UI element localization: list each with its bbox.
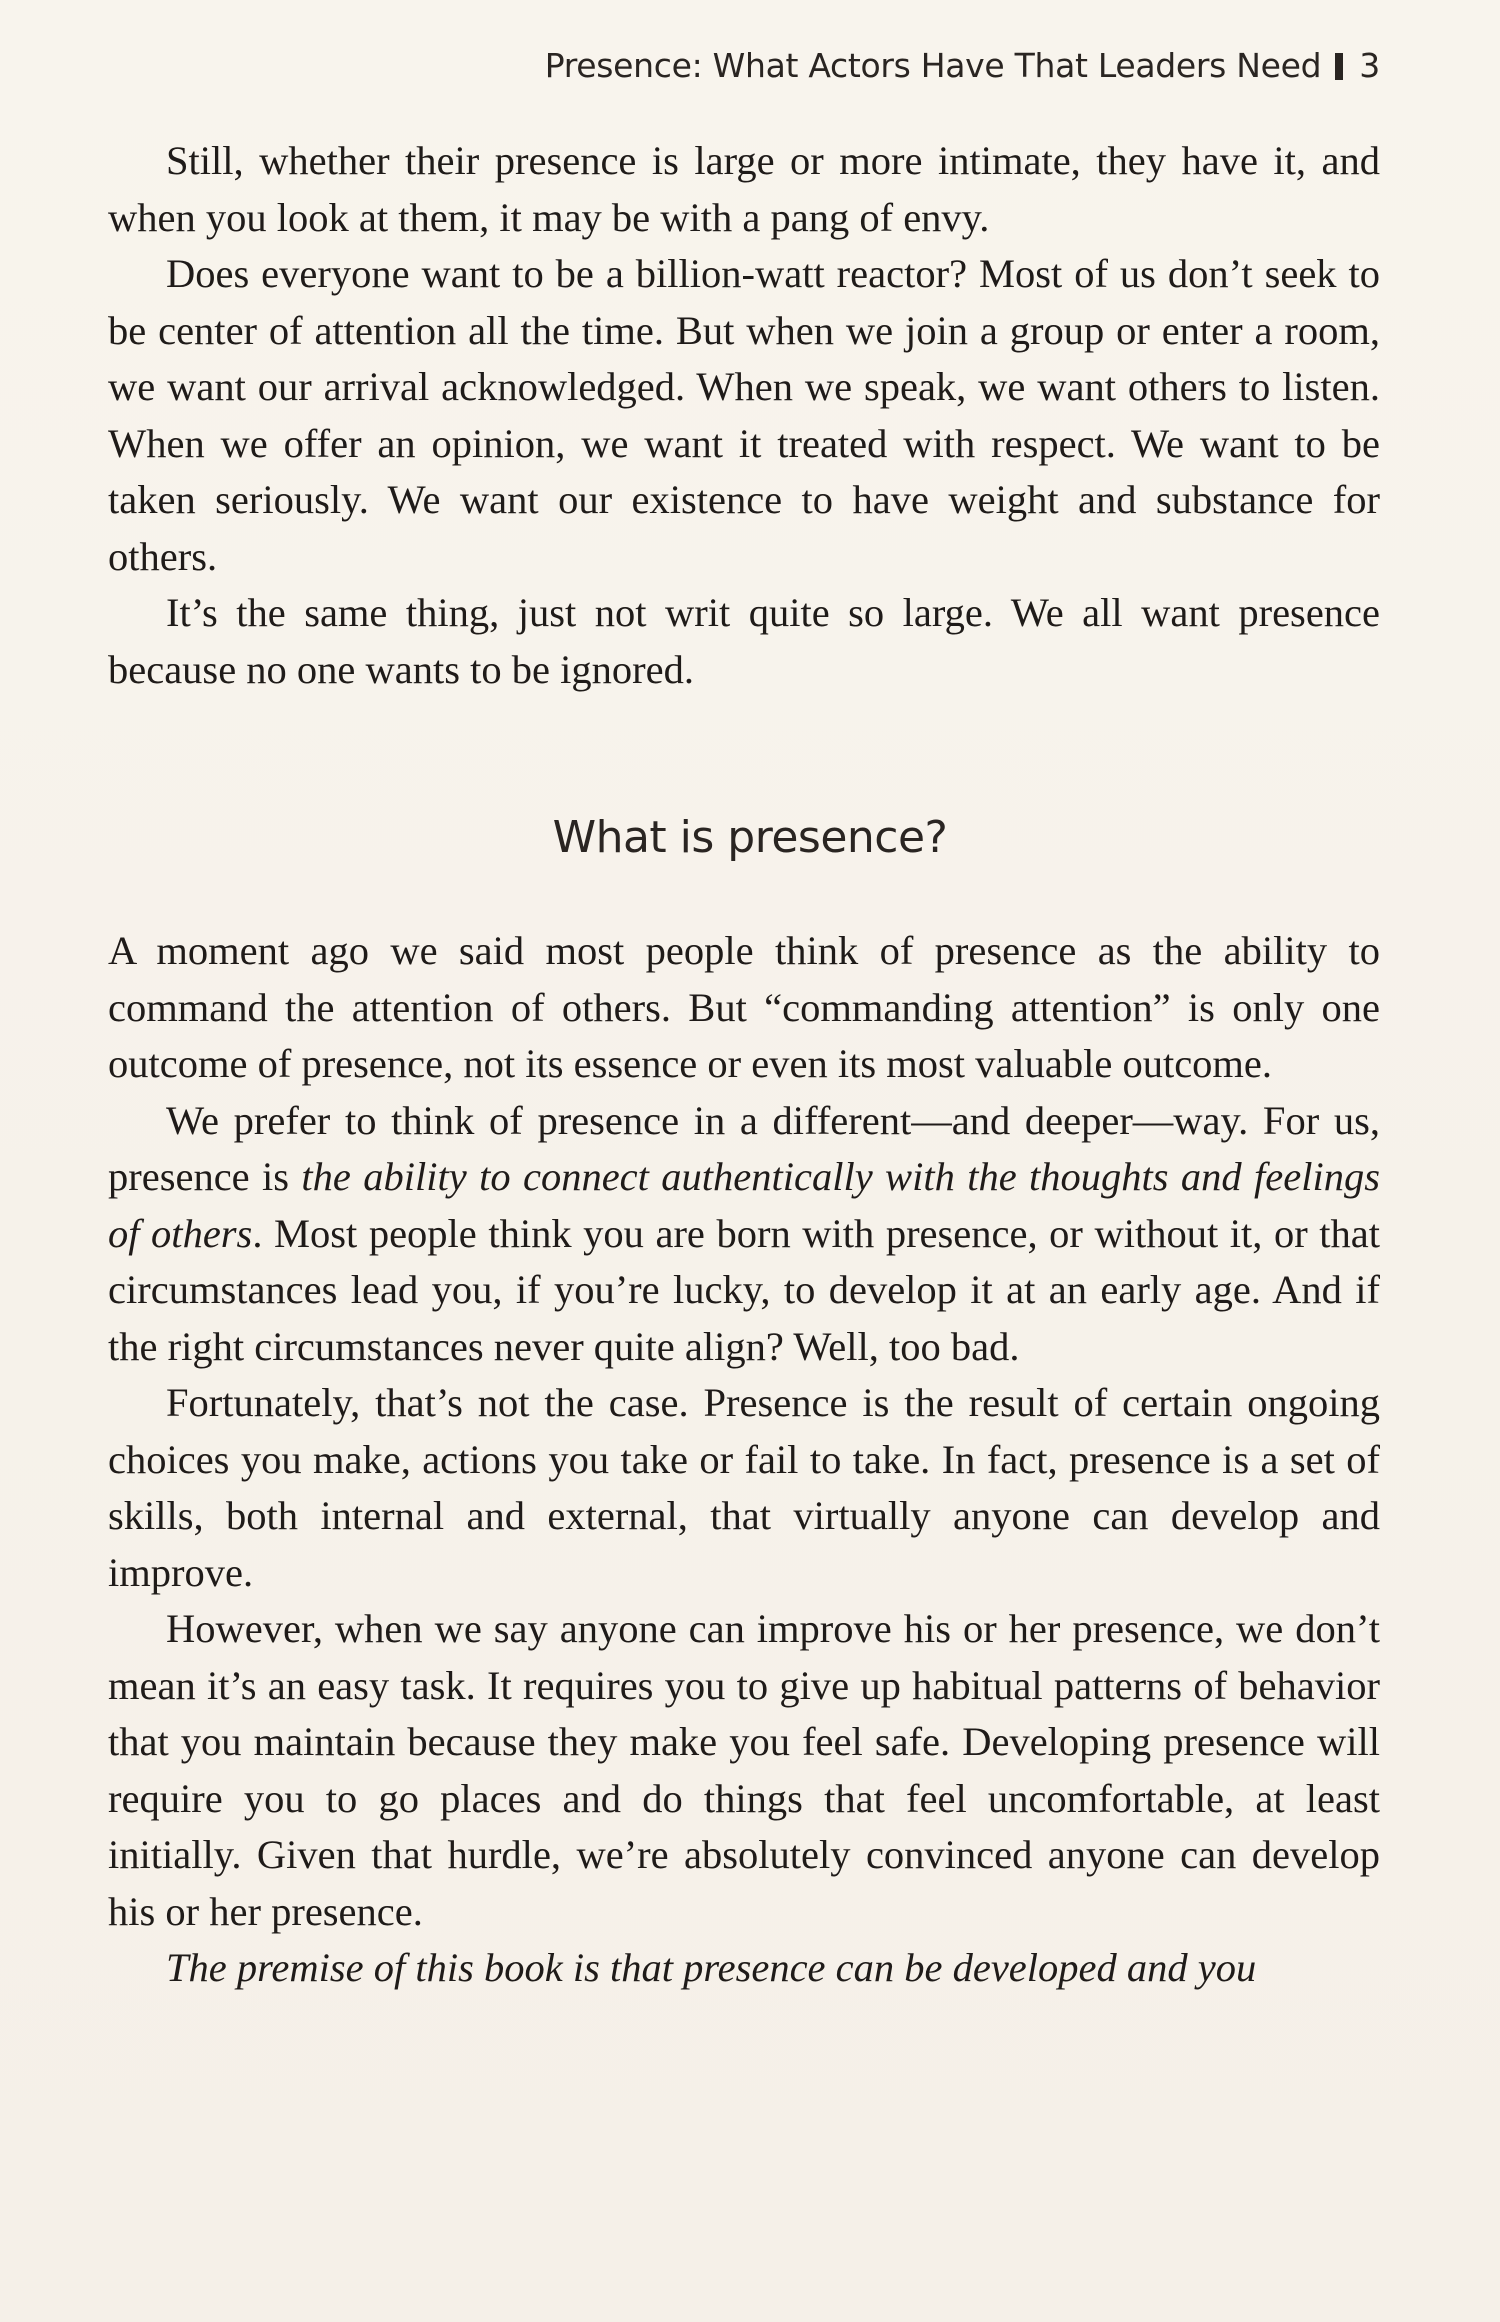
paragraph: A moment ago we said most people think of presence as the ability to command the attention of others. But “commanding attention” is only one outcome of presence, not its essence or even its most valuable outcome.	[108, 928, 1380, 1086]
paragraph-text: We prefer to think of presence in a different—and deeper—way. For us, presence is	[108, 1097, 1380, 1199]
emphasis-definition: the ability to connect authentically with the thoughts and feelings of others	[108, 1154, 1380, 1256]
paragraph: Still, whether their presence is large or more intimate, they have it, and when you look at them, it may be with a pang of envy.	[108, 138, 1380, 240]
emphasis-premise: The premise of this book is that presence can be developed and you	[166, 1945, 1257, 1990]
separator-bar-icon	[1335, 53, 1343, 80]
paragraph	[108, 1940, 1380, 1997]
page-number: 3	[1359, 46, 1380, 85]
section-heading: What is presence?	[552, 812, 948, 863]
section-text-block	[108, 923, 1380, 1997]
opening-text-block	[108, 133, 1380, 698]
paragraph-text: . Most people think you are born with presence, or without it, or that circumstances lead you, if you’re lucky, to develop it at an early age. And if the right circumstances never quite align? Well, too bad.	[108, 1210, 1380, 1369]
paragraph	[108, 1093, 1380, 1376]
running-title: Presence: What Actors Have That Leaders Need	[544, 46, 1322, 85]
paragraph: It’s the same thing, just not writ quite so large. We all want presence because no one wants to be ignored.	[108, 590, 1380, 692]
paragraph: Does everyone want to be a billion-watt reactor? Most of us don’t seek to be center of attention all the time. But when we join a group or enter a room, we want our arrival acknowledged. When we speak, we want others to listen. When we offer an opinion, we want it treated with respect. We want to be taken seriously. We want our existence to have weight and substance for others.	[108, 251, 1380, 579]
paragraph: Fortunately, that’s not the case. Presence is the result of certain ongoing choices you make, actions you take or fail to take. In fact, presence is a set of skills, both internal and external, that virtually anyone can develop and improve.	[108, 1380, 1380, 1595]
paragraph: However, when we say anyone can improve his or her presence, we don’t mean it’s an easy task. It requires you to give up habitual patterns of behavior that you maintain because they make you feel safe. Developing presence will require you to go places and do things that feel uncomfortable, at least initially. Given that hurdle, we’re absolutely convinced anyone can develop his or her presence.	[108, 1606, 1380, 1934]
running-head	[545, 46, 1380, 85]
